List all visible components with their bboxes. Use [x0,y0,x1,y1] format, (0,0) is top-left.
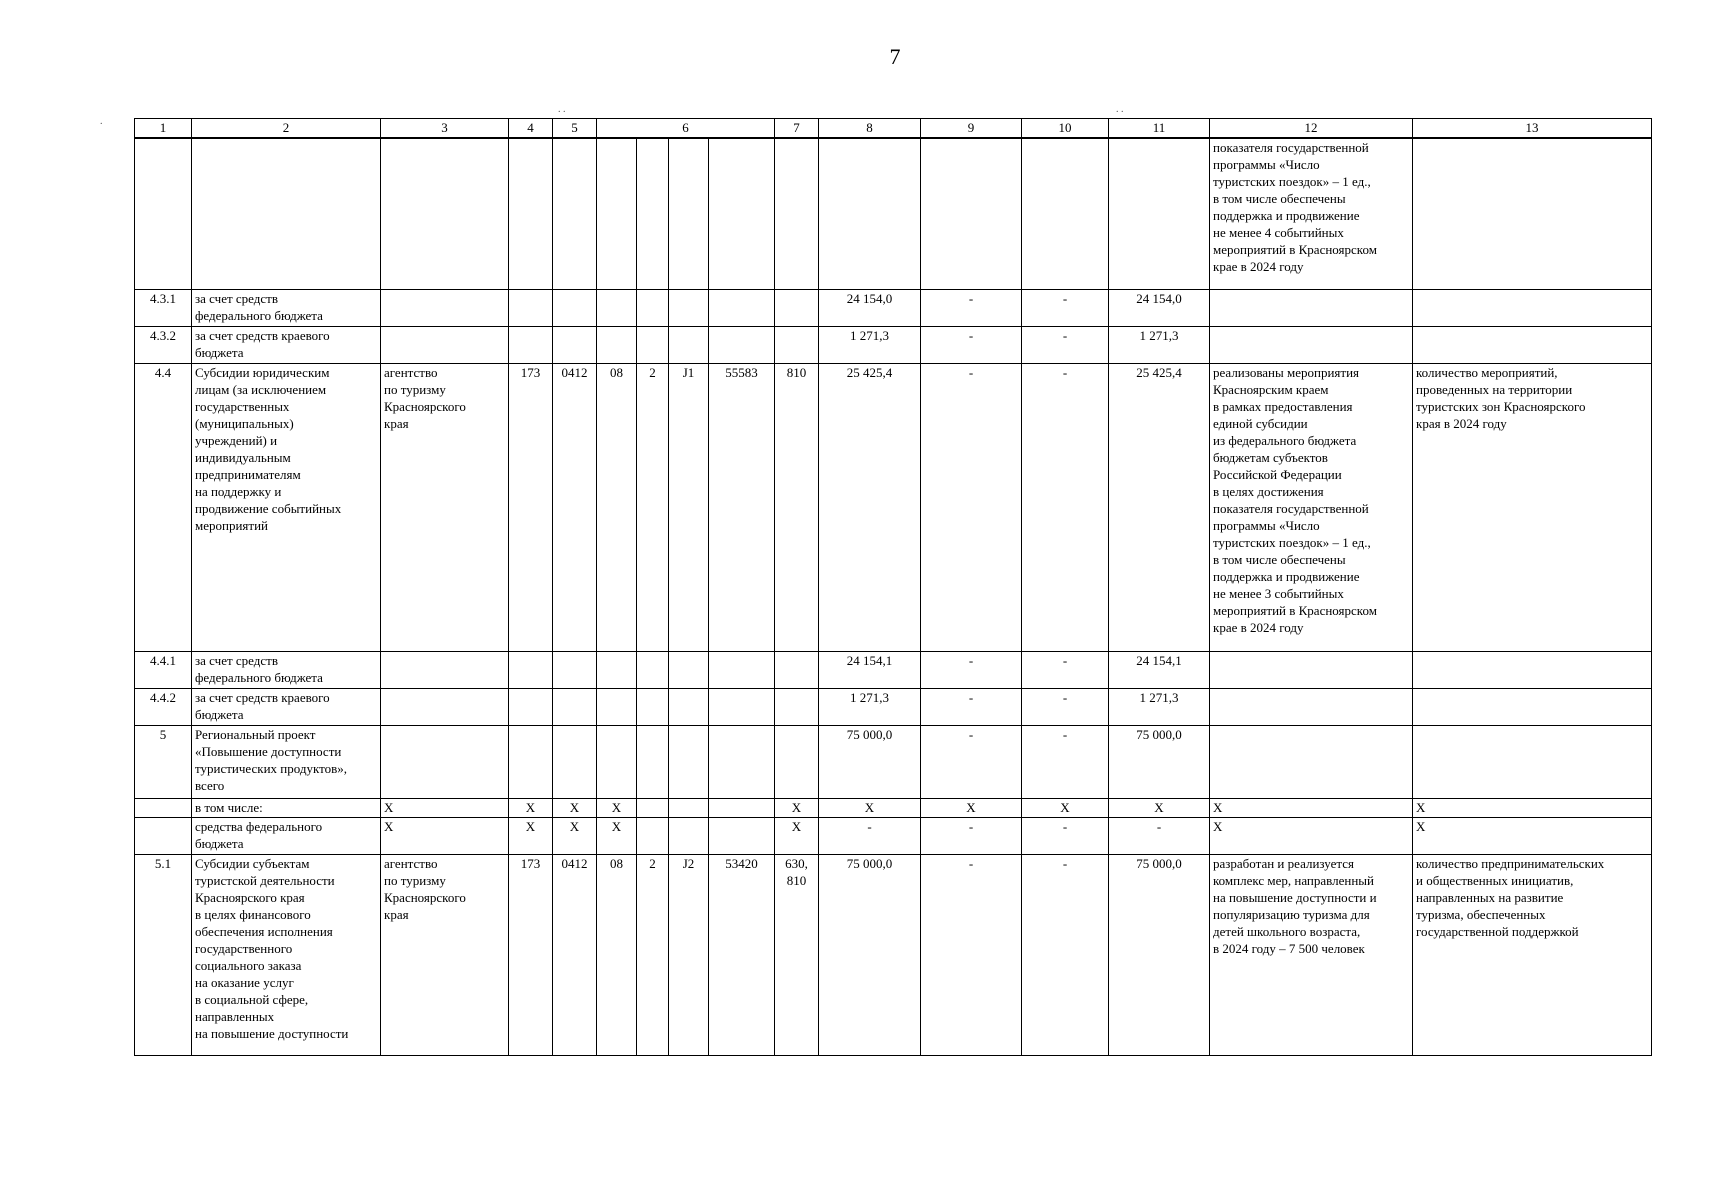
row-executor-cell [381,689,509,726]
amount-2025-cell: X [921,799,1022,818]
amount-2025-cell: - [921,364,1022,652]
column-header-13: 13 [1413,119,1652,139]
code-program-cell: 08 [597,364,637,652]
code-program-cell [597,689,637,726]
amount-2026-cell: X [1022,799,1109,818]
code-direction-cell [709,138,775,290]
amount-2024-cell: 1 271,3 [819,327,921,364]
code-section-cell [553,652,597,689]
row-executor-cell [381,290,509,327]
code-subprogram-cell: 2 [637,855,669,1056]
amount-2026-cell: - [1022,652,1109,689]
row-number-cell [135,799,192,818]
amount-total-cell: 24 154,0 [1109,290,1210,327]
row-name-cell: Субсидии субъектам туристской деятельности Красноярского края в целях финансового обеспечения исполнения государственного социального заказа на оказание услуг в социальной сфере, направленных на повышение доступности [192,855,381,1056]
column-header-5: 5 [553,119,597,139]
code-ministry-cell [509,726,553,799]
row-name-cell: в том числе: [192,799,381,818]
code-project-cell [669,818,709,855]
code-program-cell [597,726,637,799]
scan-mark: . [100,116,103,127]
code-section-cell: 0412 [553,364,597,652]
row-name-cell: Субсидии юридическим лицам (за исключением государственных (муниципальных) учреждений) и индивидуальным предпринимателям на поддержку и продвижение событийных мероприятий [192,364,381,652]
code-program-cell [597,652,637,689]
column-header-2: 2 [192,119,381,139]
code-ministry-cell: 173 [509,855,553,1056]
scan-mark: . . [1116,104,1124,115]
row-executor-cell: X [381,818,509,855]
expected-result-cell [1210,689,1413,726]
expected-result-cell: разработан и реализуется комплекс мер, направленный на повышение доступности и популяризацию туризма для детей школьного возраста, в 2024 году – 7 500 человек [1210,855,1413,1056]
code-subprogram-cell [637,689,669,726]
code-project-cell [669,652,709,689]
code-program-cell [597,138,637,290]
row-number-cell: 4.3.2 [135,327,192,364]
expected-result-cell [1210,652,1413,689]
table-row [135,689,1652,726]
amount-2025-cell: - [921,855,1022,1056]
column-header-8: 8 [819,119,921,139]
table-row [135,327,1652,364]
amount-2024-cell: 25 425,4 [819,364,921,652]
code-direction-cell [709,327,775,364]
row-executor-cell [381,726,509,799]
row-number-cell: 4.4 [135,364,192,652]
code-direction-cell [709,689,775,726]
code-direction-cell [709,799,775,818]
code-subprogram-cell [637,726,669,799]
code-direction-cell [709,818,775,855]
code-direction-cell [709,726,775,799]
amount-2025-cell: - [921,818,1022,855]
row-executor-cell: агентство по туризму Красноярского края [381,364,509,652]
row-number-cell: 4.4.1 [135,652,192,689]
code-program-cell: X [597,818,637,855]
code-ministry-cell [509,138,553,290]
code-project-cell [669,327,709,364]
indicator-cell: количество мероприятий, проведенных на территории туристских зон Красноярского края в 2024 году [1413,364,1652,652]
table-header-row [135,119,1652,139]
code-subprogram-cell [637,652,669,689]
code-section-cell [553,138,597,290]
column-header-10: 10 [1022,119,1109,139]
amount-total-cell: 24 154,1 [1109,652,1210,689]
code-ministry-cell: X [509,818,553,855]
amount-2026-cell [1022,138,1109,290]
indicator-cell [1413,652,1652,689]
code-project-cell [669,290,709,327]
indicator-cell: X [1413,818,1652,855]
code-subprogram-cell [637,799,669,818]
code-subprogram-cell [637,327,669,364]
code-project-cell: J2 [669,855,709,1056]
row-executor-cell: агентство по туризму Красноярского края [381,855,509,1056]
amount-2025-cell: - [921,726,1022,799]
code-section-cell: X [553,799,597,818]
indicator-cell [1413,726,1652,799]
row-number-cell: 5.1 [135,855,192,1056]
code-ministry-cell [509,290,553,327]
code-expense-type-cell [775,652,819,689]
row-name-cell [192,138,381,290]
amount-2026-cell: - [1022,726,1109,799]
row-executor-cell [381,652,509,689]
amount-total-cell: 1 271,3 [1109,327,1210,364]
amount-2024-cell [819,138,921,290]
amount-2026-cell: - [1022,364,1109,652]
code-expense-type-cell: 630, 810 [775,855,819,1056]
code-expense-type-cell: X [775,818,819,855]
amount-2025-cell: - [921,689,1022,726]
code-project-cell: J1 [669,364,709,652]
row-name-cell: средства федерального бюджета [192,818,381,855]
row-number-cell: 4.3.1 [135,290,192,327]
indicator-cell [1413,138,1652,290]
code-section-cell: 0412 [553,855,597,1056]
column-header-7: 7 [775,119,819,139]
row-number-cell [135,138,192,290]
code-expense-type-cell [775,689,819,726]
code-expense-type-cell [775,138,819,290]
code-program-cell [597,327,637,364]
code-program-cell [597,290,637,327]
scan-mark: . . [558,104,566,115]
code-program-cell: 08 [597,855,637,1056]
amount-total-cell: 75 000,0 [1109,855,1210,1056]
expected-result-cell: реализованы мероприятия Красноярским краем в рамках предоставления единой субсидии из федерального бюджета бюджетам субъектов Российской Федерации в целях достижения показателя государственной программы «Число туристских поездок» – 1 ед., в том числе обеспечены поддержка и продвижение не менее 3 событийных мероприятий в Красноярском крае в 2024 году [1210,364,1413,652]
amount-total-cell: - [1109,818,1210,855]
code-project-cell [669,138,709,290]
expected-result-cell [1210,290,1413,327]
amount-2024-cell: 75 000,0 [819,726,921,799]
indicator-cell [1413,290,1652,327]
code-expense-type-cell [775,327,819,364]
budget-table [134,118,1652,1056]
indicator-cell [1413,327,1652,364]
code-project-cell [669,799,709,818]
code-direction-cell [709,652,775,689]
code-expense-type-cell [775,290,819,327]
code-expense-type-cell [775,726,819,799]
amount-2026-cell: - [1022,290,1109,327]
column-header-4: 4 [509,119,553,139]
expected-result-cell: X [1210,799,1413,818]
table-row [135,855,1652,1056]
code-section-cell [553,327,597,364]
amount-2025-cell: - [921,327,1022,364]
amount-total-cell: 75 000,0 [1109,726,1210,799]
code-ministry-cell [509,327,553,364]
code-program-cell: X [597,799,637,818]
row-executor-cell [381,327,509,364]
code-section-cell [553,726,597,799]
amount-2026-cell: - [1022,855,1109,1056]
column-header-3: 3 [381,119,509,139]
amount-2026-cell: - [1022,818,1109,855]
column-header-12: 12 [1210,119,1413,139]
amount-2025-cell: - [921,652,1022,689]
code-expense-type-cell: 810 [775,364,819,652]
indicator-cell [1413,689,1652,726]
table-row [135,290,1652,327]
table-row [135,138,1652,290]
expected-result-cell [1210,726,1413,799]
table-row [135,652,1652,689]
amount-2024-cell: 24 154,0 [819,290,921,327]
table-body [135,119,1652,1056]
column-header-1: 1 [135,119,192,139]
amount-2025-cell: - [921,290,1022,327]
code-subprogram-cell [637,138,669,290]
code-expense-type-cell: X [775,799,819,818]
row-name-cell: за счет средств федерального бюджета [192,652,381,689]
row-name-cell: за счет средств краевого бюджета [192,327,381,364]
expected-result-cell [1210,327,1413,364]
code-direction-cell [709,290,775,327]
code-subprogram-cell: 2 [637,364,669,652]
code-ministry-cell [509,652,553,689]
expected-result-cell: показателя государственной программы «Число туристских поездок» – 1 ед., в том числе обеспечены поддержка и продвижение не менее 4 событийных мероприятий в Красноярском крае в 2024 году [1210,138,1413,290]
amount-2026-cell: - [1022,327,1109,364]
code-section-cell: X [553,818,597,855]
code-subprogram-cell [637,818,669,855]
row-name-cell: за счет средств федерального бюджета [192,290,381,327]
column-header-6: 6 [597,119,775,139]
code-section-cell [553,290,597,327]
row-number-cell: 4.4.2 [135,689,192,726]
amount-2024-cell: 24 154,1 [819,652,921,689]
expected-result-cell: X [1210,818,1413,855]
row-name-cell: за счет средств краевого бюджета [192,689,381,726]
amount-2025-cell [921,138,1022,290]
amount-2024-cell: - [819,818,921,855]
amount-total-cell: 1 271,3 [1109,689,1210,726]
code-project-cell [669,689,709,726]
table-row [135,818,1652,855]
amount-total-cell: X [1109,799,1210,818]
row-executor-cell [381,138,509,290]
amount-2024-cell: 75 000,0 [819,855,921,1056]
table-row [135,364,1652,652]
indicator-cell: X [1413,799,1652,818]
row-name-cell: Региональный проект «Повышение доступности туристических продуктов», всего [192,726,381,799]
amount-2026-cell: - [1022,689,1109,726]
table-row [135,726,1652,799]
row-number-cell: 5 [135,726,192,799]
code-project-cell [669,726,709,799]
indicator-cell: количество предпринимательских и общественных инициатив, направленных на развитие туризма, обеспеченных государственной поддержкой [1413,855,1652,1056]
amount-2024-cell: 1 271,3 [819,689,921,726]
page-number: 7 [889,44,901,69]
amount-total-cell: 25 425,4 [1109,364,1210,652]
code-section-cell [553,689,597,726]
code-direction-cell: 55583 [709,364,775,652]
code-subprogram-cell [637,290,669,327]
code-ministry-cell: X [509,799,553,818]
row-number-cell [135,818,192,855]
code-ministry-cell [509,689,553,726]
column-header-11: 11 [1109,119,1210,139]
amount-total-cell [1109,138,1210,290]
code-direction-cell: 53420 [709,855,775,1056]
row-executor-cell: X [381,799,509,818]
table-row [135,799,1652,818]
column-header-9: 9 [921,119,1022,139]
amount-2024-cell: X [819,799,921,818]
code-ministry-cell: 173 [509,364,553,652]
